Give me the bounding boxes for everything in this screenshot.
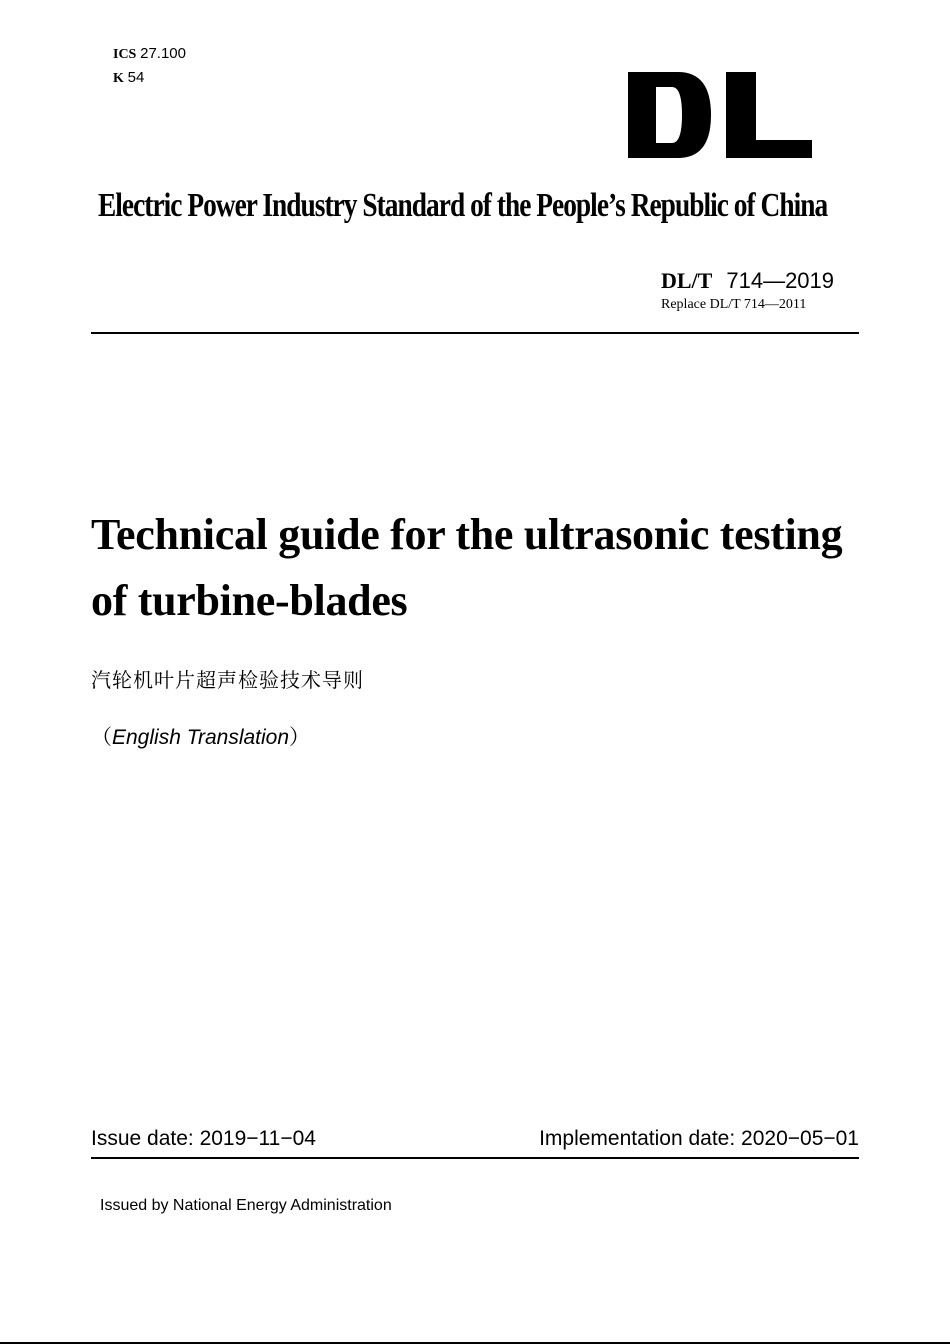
document-title [91,502,871,634]
ccs-value: 54 [127,69,145,86]
ccs-label: K [113,71,124,86]
ccs-code [113,69,144,88]
replaces-standard: Replace DL/T 714—2011 [661,297,807,312]
standard-code: 714—2019 [726,268,835,293]
issuer: Issued by National Energy Administration [100,1197,392,1214]
ics-value: 27.100 [140,45,186,62]
translation-paren-open: （ [91,726,112,749]
dl-logo-letter-l [726,72,812,158]
standard-name: Electric Power Industry Standard of the People’s Republic of China [98,187,828,224]
ics-code [113,45,186,64]
document-title-chinese: 汽轮机叶片超声检验技术导则 [91,668,364,692]
issue-date: Issue date: 2019−11−04 [91,1127,316,1150]
translation-paren-close: ） [289,726,311,749]
footer-divider [91,1157,859,1159]
translation-label: English Translation [112,726,290,749]
standard-number [661,268,834,294]
dl-logo [628,72,812,158]
implementation-date: Implementation date: 2020−05−01 [539,1127,859,1150]
standard-prefix: DL/T [661,268,713,293]
translation-note [91,724,310,752]
document-title-line-1: Technical guide for the ultrasonic testing [91,510,843,559]
header-divider [91,332,859,334]
ics-label: ICS [113,47,137,62]
document-title-line-2: of turbine-blades [91,576,408,625]
dl-logo-letter-d [628,72,711,158]
